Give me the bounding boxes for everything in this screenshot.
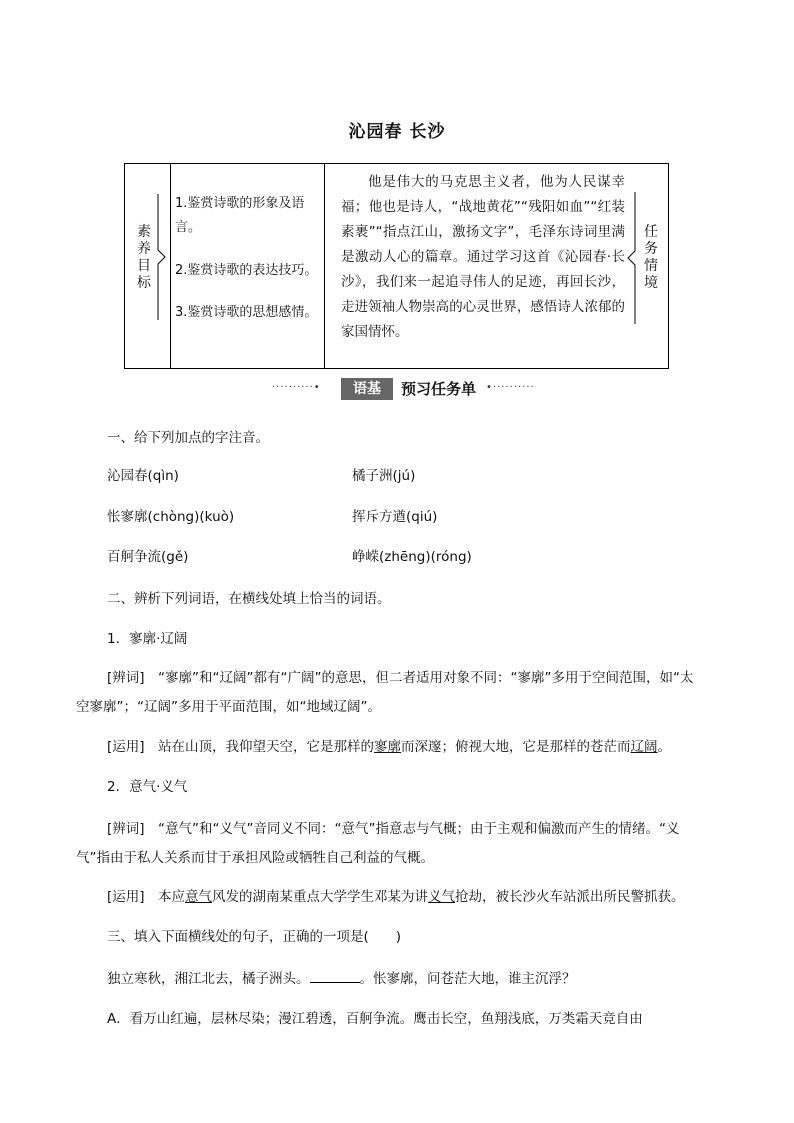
q3-stem (107, 968, 576, 989)
bianxi-text: “寥廓”和“辽阔”都有“广阔”的意思，但二者适用对象不同：“寥廓”多用于空间范围，如“太空寥廓”；“辽阔”多用于平面范围，如“地域辽阔”。 (76, 670, 694, 715)
q1-heading: 一、给下列加点的字注音。 (107, 430, 269, 446)
pinyin-item: 百舸争流(gě) (107, 549, 189, 565)
yunyong-text: 抢劫，被长沙火车站派出所民警抓获。 (455, 889, 685, 905)
stem-text: 。怅寥廓，问苍茫大地，谁主沉浮？ (359, 971, 576, 987)
pair1-bianxi (76, 664, 698, 722)
section-banner (0, 376, 794, 402)
banner-tag: 语基 (341, 378, 393, 400)
q3-heading: 三、填入下面横线处的句子，正确的一项是( ) (107, 929, 402, 945)
q2-heading: 二、辨析下列词语，在横线处填上恰当的词语。 (107, 591, 391, 607)
goals-table (124, 163, 669, 369)
task-label: 任务情境 (644, 224, 658, 291)
pinyin-item: 橘子洲(jú) (352, 468, 416, 484)
task-description: 他是伟大的马克思主义者，他为人民谋幸福；他也是诗人，“战地黄花”“残阳如血”“红装素裹”“指点江山，激扬文字”，毛泽东诗词里满是激动人心的篇章。通过学习这首《沁园春·长沙》，我们来一起追寻伟人的足迹，再回长沙，走进领袖人物崇高的心灵世界，感悟诗人浓郁的家国情怀。 (341, 174, 625, 340)
right-brace-icon (625, 192, 637, 324)
goals-label: 素养目标 (137, 224, 151, 291)
goal-item: 3.鉴赏诗歌的思想感情。 (175, 305, 318, 320)
yunyong-label: [运用] (107, 739, 145, 755)
pinyin-item: 怅寥廓(chòng)(kuò) (107, 509, 235, 525)
yunyong-text: 而深邃；俯视大地，它是那样的苍茫而 (401, 739, 631, 755)
banner-title: 预习任务单 (401, 380, 477, 398)
pair2-bianxi (76, 815, 698, 873)
task-divider-left (324, 164, 325, 368)
goal-item: 2.鉴赏诗歌的表达技巧。 (175, 263, 318, 278)
yunyong-text: 站在山顶，我仰望天空，它是那样的 (158, 739, 375, 755)
bianxi-label: [辨词] (107, 821, 145, 837)
bianxi-label: [辨词] (107, 670, 145, 686)
pair2-title: 2．意气·义气 (107, 779, 188, 795)
yunyong-text: 。 (657, 739, 672, 755)
page-title: 沁园春 长沙 (348, 122, 446, 142)
pair1-title: 1．寥廓·辽阔 (107, 631, 188, 647)
pinyin-item: 峥嵘(zhēng)(róng) (352, 549, 472, 565)
banner-dots-left: ··········• (272, 382, 321, 393)
left-brace-icon (156, 194, 168, 320)
pinyin-item: 挥斥方遒(qiú) (352, 509, 438, 525)
banner-dots-right: •·········· (486, 382, 535, 393)
goals-divider (170, 164, 171, 368)
pair1-yunyong (107, 737, 671, 757)
pair2-yunyong (107, 887, 685, 907)
answer-word: 意气 (185, 889, 213, 905)
answer-word: 寥廓 (374, 739, 402, 755)
pinyin-item: 沁园春(qìn) (107, 468, 179, 484)
stem-text: 独立寒秋，湘江北去，橘子洲头。 (107, 971, 310, 987)
q3-option-a: A．看万山红遍，层林尽染；漫江碧透，百舸争流。鹰击长空，鱼翔浅底，万类霜天竞自由 (107, 1011, 643, 1027)
bianxi-text: “意气”和“义气”音同义不同：“意气”指意志与气概；由于主观和偏激而产生的情绪。“义气”指由于私人关系而甘于承担风险或牺牲自己利益的气概。 (76, 821, 680, 866)
yunyong-label: [运用] (107, 889, 145, 905)
answer-word: 辽阔 (630, 739, 658, 755)
yunyong-text: 风发的湖南某重点大学学生邓某为讲 (212, 889, 429, 905)
yunyong-text: 本应 (158, 889, 186, 905)
answer-word: 义气 (428, 889, 456, 905)
goal-item: 1.鉴赏诗歌的形象及语言。 (175, 196, 305, 235)
answer-blank (310, 968, 360, 983)
